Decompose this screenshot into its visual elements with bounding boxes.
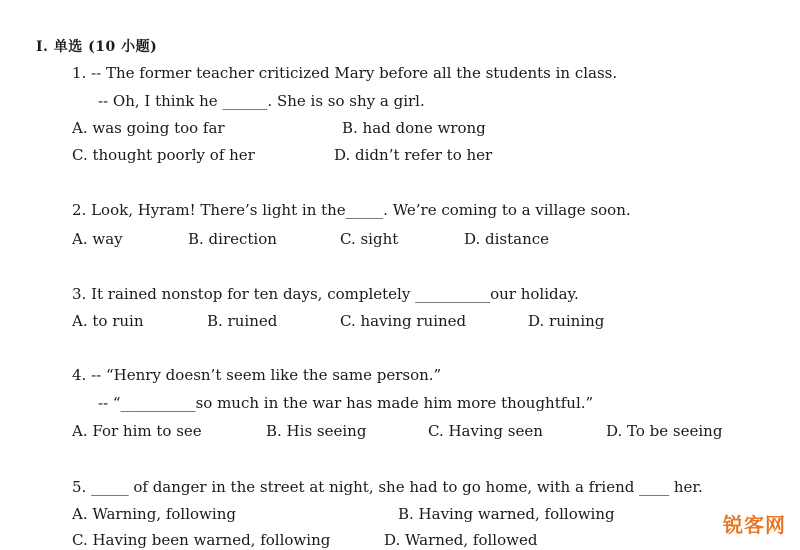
question-5-prompt: 5. _____ of danger in the street at night, she had to go home, with a friend ____ her. <box>72 478 703 496</box>
question-5-option-c[interactable]: C. Having been warned, following <box>72 531 331 549</box>
question-5-option-d[interactable]: D. Warned, followed <box>384 531 538 549</box>
question-3-option-c[interactable]: C. having ruined <box>340 312 467 330</box>
question-4-option-a[interactable]: A. For him to see <box>72 422 202 440</box>
question-3-prompt: 3. It rained nonstop for ten days, completely __________our holiday. <box>72 285 579 303</box>
question-2-option-c[interactable]: C. sight <box>340 230 399 248</box>
site-watermark: 锐客网 <box>723 513 786 537</box>
question-1-reply: -- Oh, I think he ______. She is so shy a girl. <box>98 92 425 110</box>
question-1-option-d[interactable]: D. didn’t refer to her <box>334 146 493 164</box>
question-4-option-d[interactable]: D. To be seeing <box>606 422 723 440</box>
question-4-prompt: 4. -- “Henry doesn’t seem like the same person.” <box>72 366 442 384</box>
question-1-option-c[interactable]: C. thought poorly of her <box>72 146 255 164</box>
question-4-option-b[interactable]: B. His seeing <box>266 422 367 440</box>
section-title: I. 单选 (10 小题) <box>36 39 158 55</box>
question-1-prompt: 1. -- The former teacher criticized Mary before all the students in class. <box>72 64 618 82</box>
question-2-option-a[interactable]: A. way <box>72 230 123 248</box>
question-3-option-a[interactable]: A. to ruin <box>72 312 144 330</box>
question-1-option-a[interactable]: A. was going too far <box>72 119 225 137</box>
question-4-option-c[interactable]: C. Having seen <box>428 422 543 440</box>
question-2-prompt: 2. Look, Hyram! There’s light in the_____. We’re coming to a village soon. <box>72 201 631 219</box>
question-1-option-b[interactable]: B. had done wrong <box>342 119 486 137</box>
question-3-option-b[interactable]: B. ruined <box>207 312 278 330</box>
question-5-option-a[interactable]: A. Warning, following <box>72 505 236 523</box>
question-2-option-d[interactable]: D. distance <box>464 230 550 248</box>
question-4-reply: -- “__________so much in the war has made him more thoughtful.” <box>98 394 594 412</box>
question-2-option-b[interactable]: B. direction <box>188 230 277 248</box>
question-5-option-b[interactable]: B. Having warned, following <box>398 505 615 523</box>
question-3-option-d[interactable]: D. ruining <box>528 312 605 330</box>
